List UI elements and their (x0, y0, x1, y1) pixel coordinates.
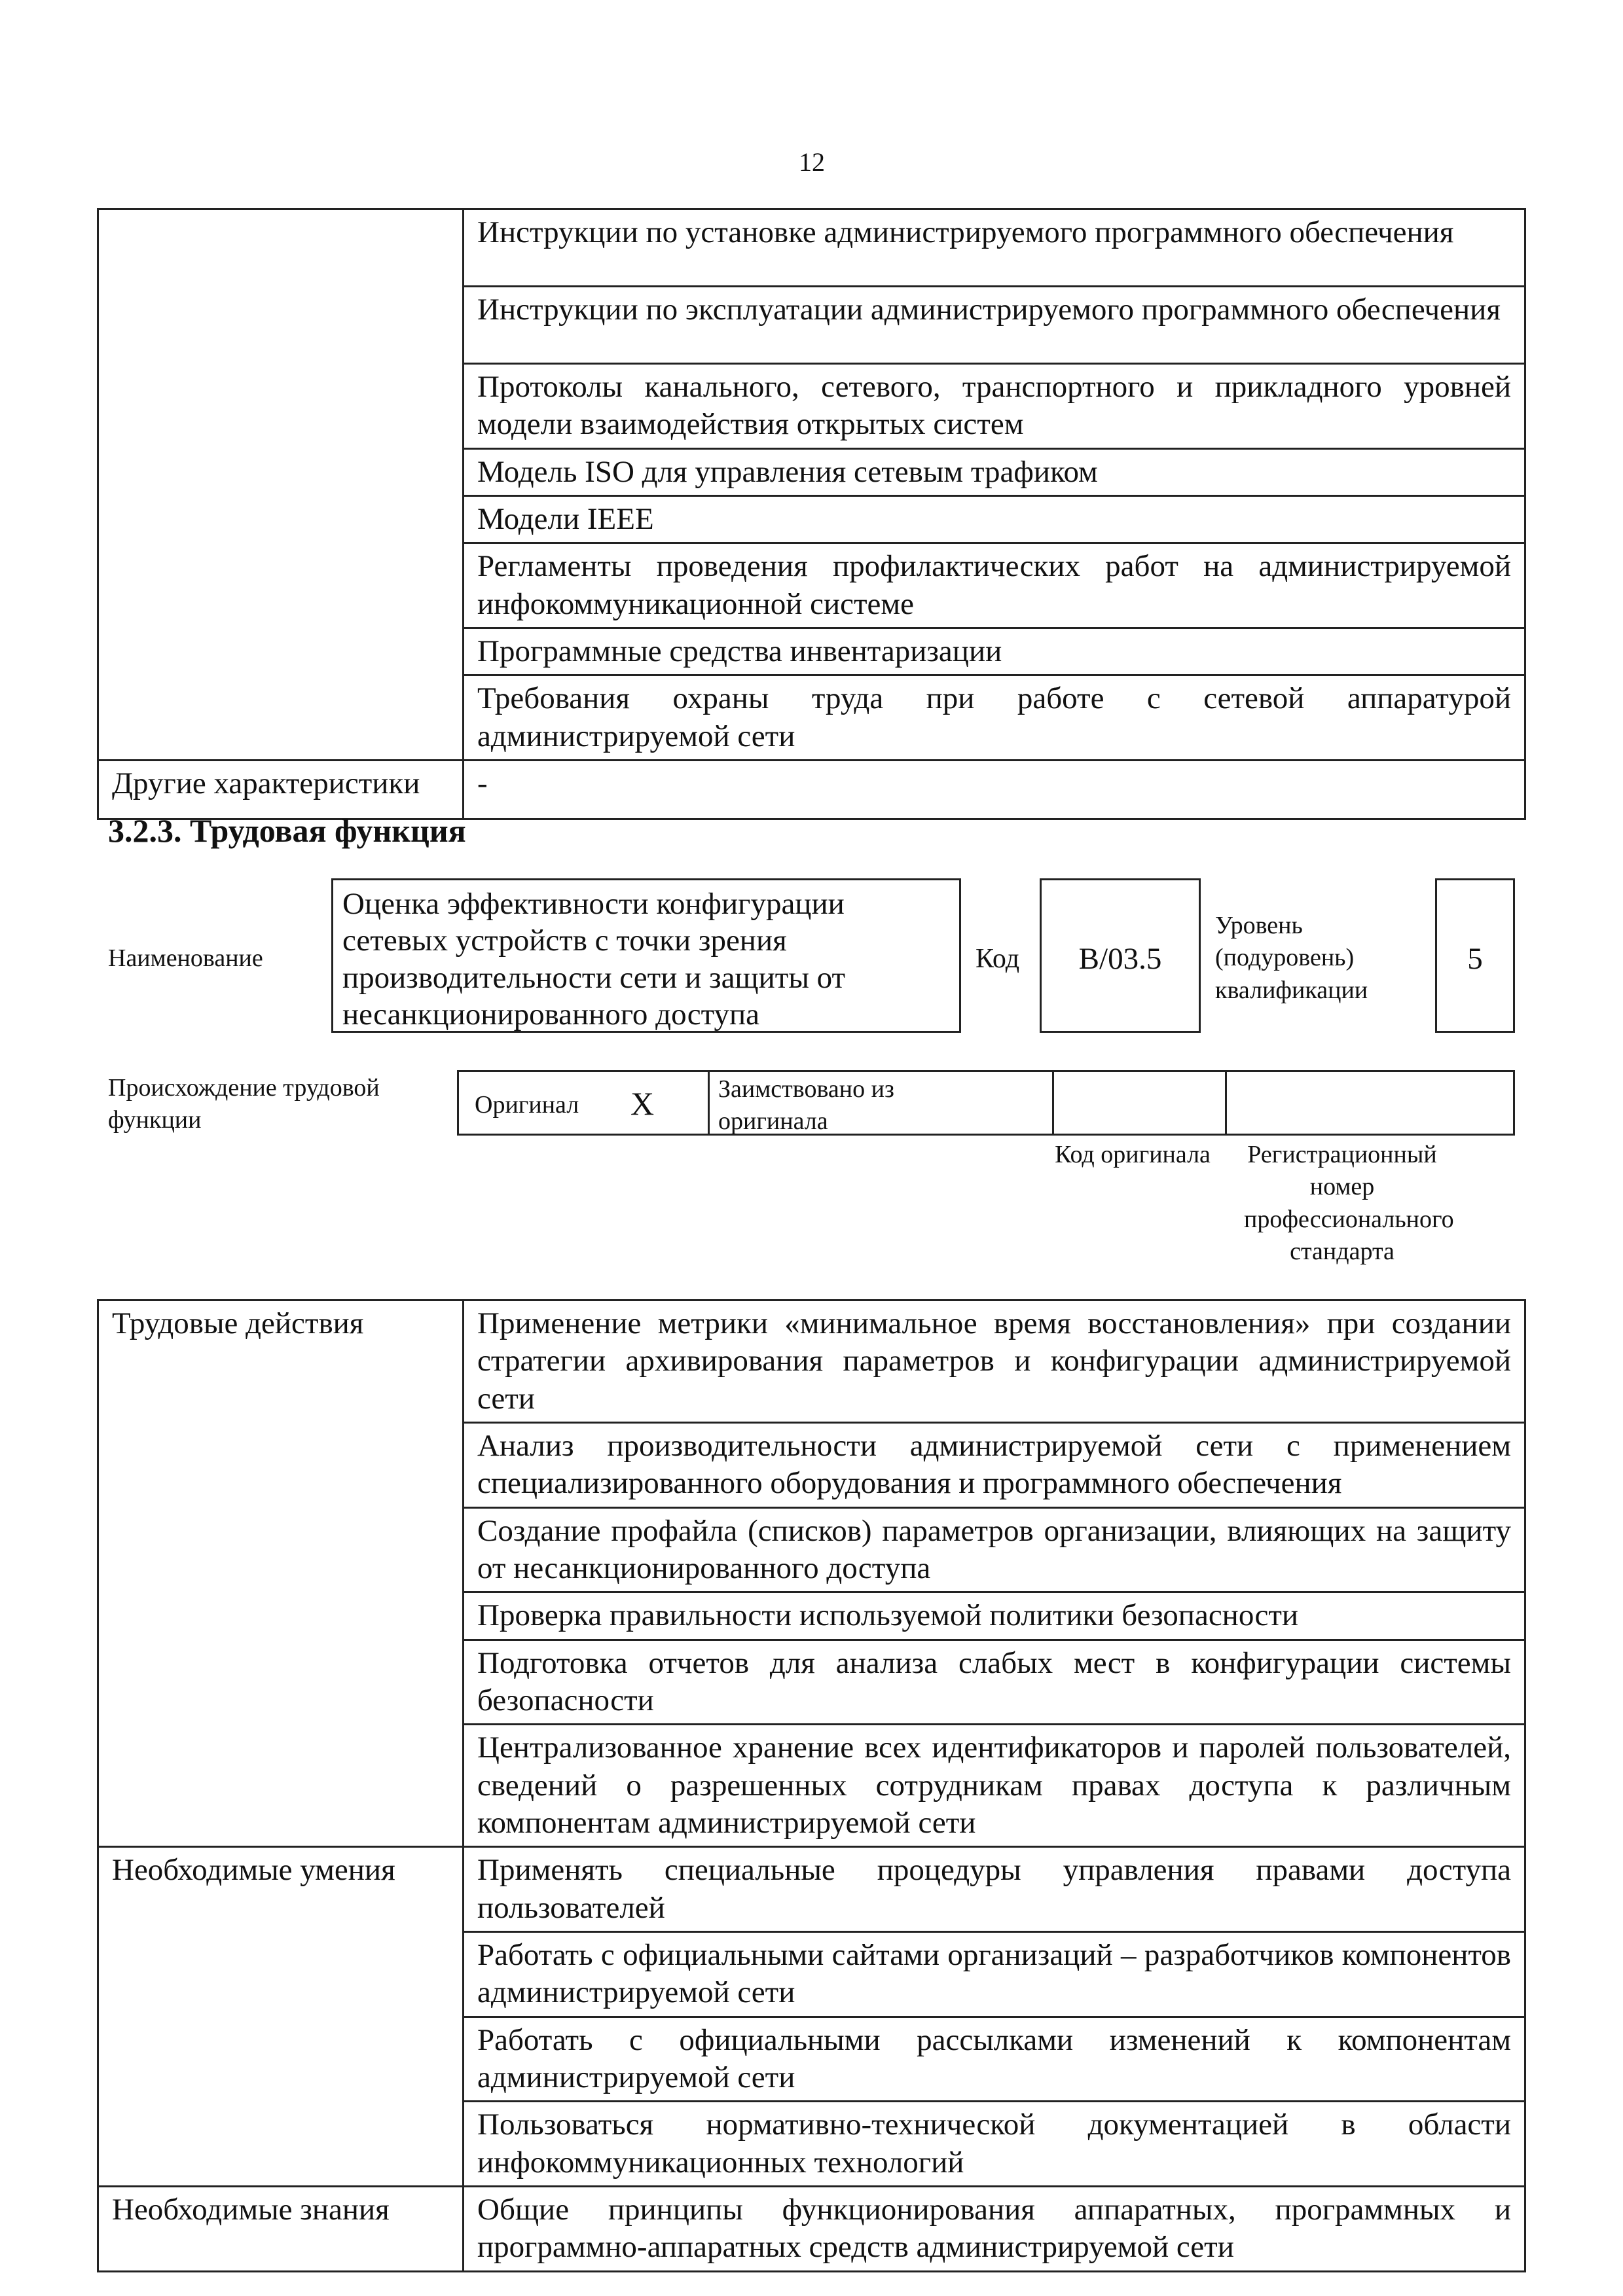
cell-divider (1225, 1072, 1227, 1134)
table-cell: Общие принципы функционирования аппаратных, программных и программно-аппаратных средств администрируемой сети (464, 2186, 1525, 2271)
function-name-box (331, 878, 961, 1033)
table-cell: Анализ производительности администрируемой сети с применением специализированного оборудования и программного обеспечения (464, 1422, 1525, 1507)
section-title: 3.2.3. Трудовая функция (108, 812, 466, 849)
table-cell: Протоколы канального, сетевого, транспортного и прикладного уровней модели взаимодействия открытых систем (464, 364, 1525, 449)
reg-number-caption: Регистрационный номер профессионального стандарта (1244, 1141, 1454, 1266)
cell-divider (708, 1072, 710, 1134)
other-characteristics-value: - (464, 760, 1525, 819)
main-table (97, 1299, 1526, 2272)
name-label: Наименование (108, 944, 263, 972)
table-cell: Модель ISO для управления сетевым трафиком (464, 448, 1525, 495)
table-cell: Инструкции по эксплуатации администрируемого программного обеспечения (464, 287, 1525, 364)
original-mark: X (630, 1085, 655, 1122)
table-row (98, 209, 1525, 287)
table-cell: Программные средства инвентаризации (464, 628, 1525, 675)
table-cell: Требования охраны труда при работе с сетевой аппаратурой администрируемой сети (464, 675, 1525, 761)
other-characteristics-label: Другие характеристики (98, 760, 464, 819)
origin-label: Происхождение трудовой функции (108, 1074, 380, 1134)
table-cell: Пользоваться нормативно-технической документацией в области инфокоммуникационных технологий (464, 2102, 1525, 2187)
table-cell: Модели IEEE (464, 495, 1525, 543)
function-name-value: Оценка эффективности конфигурации сетевых устройств с точки зрения производительности сети и защиты от несанкционированного доступа (342, 887, 846, 1032)
table-row (98, 1847, 1525, 1932)
section-label: Необходимые знания (98, 2186, 464, 2271)
origin-table (457, 1070, 1515, 1136)
table-cell: Централизованное хранение всех идентификаторов и паролей пользователей, сведений о разрешенных сотрудникам правах доступа к различным компонентам администрируемой сети (464, 1725, 1525, 1847)
code-box (1040, 878, 1201, 1033)
table-cell: Подготовка отчетов для анализа слабых мест в конфигурации системы безопасности (464, 1640, 1525, 1725)
table-row (98, 1300, 1525, 1423)
code-original-caption: Код оригинала (1055, 1141, 1211, 1168)
level-value: 5 (1467, 942, 1483, 976)
borrowed-label: Заимствовано из оригинала (718, 1075, 894, 1136)
code-label: Код (976, 944, 1020, 974)
table-cell: Работать с официальными рассылками изменений к компонентам администрируемой сети (464, 2017, 1525, 2102)
table-row (98, 2186, 1525, 2271)
level-label: Уровень (подуровень) квалификации (1215, 912, 1368, 1004)
knowledge-continuation-table (97, 208, 1526, 820)
cell-divider (1052, 1072, 1054, 1134)
code-value: B/03.5 (1078, 942, 1162, 976)
original-label: Оригинал (475, 1091, 579, 1119)
table-cell: Регламенты проведения профилактических работ на администрируемой инфокоммуникационной системе (464, 543, 1525, 628)
table-row (98, 760, 1525, 819)
table-cell: Инструкции по установке администрируемого программного обеспечения (464, 209, 1525, 287)
table-cell: Проверка правильности используемой политики безопасности (464, 1592, 1525, 1640)
table-cell: Применять специальные процедуры управления правами доступа пользователей (464, 1847, 1525, 1932)
table-cell: Применение метрики «минимальное время восстановления» при создании стратегии архивирования параметров и конфигурации администрируемой сети (464, 1300, 1525, 1423)
page-number: 12 (799, 147, 825, 177)
level-box (1435, 878, 1515, 1033)
table-cell: Работать с официальными сайтами организаций – разработчиков компонентов администрируемой сети (464, 1931, 1525, 2017)
empty-label-cell (98, 209, 464, 761)
section-label: Необходимые умения (98, 1847, 464, 2187)
section-label: Трудовые действия (98, 1300, 464, 1847)
table-cell: Создание профайла (списков) параметров организации, влияющих на защиту от несанкционированного доступа (464, 1507, 1525, 1592)
